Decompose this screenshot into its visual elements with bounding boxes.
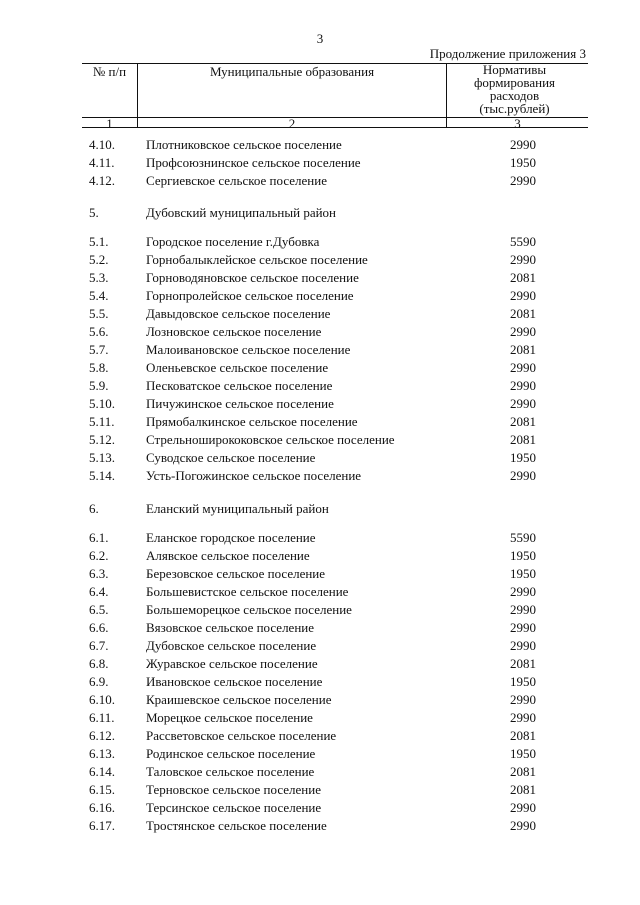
row-number: 6.9.: [89, 674, 109, 689]
table-row: [0, 234, 640, 252]
table-row: [0, 584, 640, 602]
municipality-name: Плотниковское сельское поселение: [146, 137, 342, 152]
column-index-1: 1: [106, 116, 113, 131]
municipality-name: Горноводяновское сельское поселение: [146, 270, 359, 285]
norm-value: 2990: [510, 468, 536, 483]
table-row: [0, 566, 640, 584]
norm-value: 1950: [510, 674, 536, 689]
column-header-norms: Нормативы формирования расходов (тыс.рублей): [473, 62, 556, 116]
row-number: 5.6.: [89, 324, 109, 339]
norm-value: 2990: [510, 602, 536, 617]
table-row: [0, 620, 640, 638]
column-header-municipality: Муниципальные образования: [209, 64, 375, 79]
row-number: 6.: [89, 501, 99, 516]
table-row: [0, 306, 640, 324]
municipality-name: Пичужинское сельское поселение: [146, 396, 334, 411]
table-row: [0, 501, 640, 519]
table-row: [0, 270, 640, 288]
norm-value: 2081: [510, 306, 536, 321]
table-row: [0, 288, 640, 306]
appendix-note: Продолжение приложения 3: [429, 46, 586, 61]
municipality-name: Стрельноширококовское сельское поселение: [146, 432, 395, 447]
norm-value: 1950: [510, 566, 536, 581]
municipality-name: Еланский муниципальный район: [146, 501, 329, 516]
norm-value: 2990: [510, 324, 536, 339]
row-number: 4.12.: [89, 173, 115, 188]
table-row: [0, 782, 640, 800]
row-number: 5.13.: [89, 450, 115, 465]
norm-value: 2990: [510, 584, 536, 599]
norm-value: 2081: [510, 764, 536, 779]
municipality-name: Малоивановское сельское поселение: [146, 342, 351, 357]
table-row: [0, 173, 640, 191]
table-row: [0, 764, 640, 782]
row-number: 4.11.: [89, 155, 115, 170]
table-row: [0, 342, 640, 360]
municipality-name: Городское поселение г.Дубовка: [146, 234, 320, 249]
row-number: 6.17.: [89, 818, 115, 833]
norm-value: 2990: [510, 288, 536, 303]
municipality-name: Оленьевское сельское поселение: [146, 360, 329, 375]
table-row: [0, 674, 640, 692]
municipality-name: Еланское городское поселение: [146, 530, 316, 545]
table-row: [0, 432, 640, 450]
row-number: 6.12.: [89, 728, 115, 743]
row-number: 6.3.: [89, 566, 109, 581]
municipality-name: Алявское сельское поселение: [146, 548, 310, 563]
page-number: 3: [316, 31, 324, 46]
table-row: [0, 746, 640, 764]
municipality-name: Давыдовское сельское поселение: [146, 306, 331, 321]
table-row: [0, 602, 640, 620]
norm-value: 1950: [510, 450, 536, 465]
row-number: 6.15.: [89, 782, 115, 797]
norm-value: 2081: [510, 782, 536, 797]
norm-value: 2990: [510, 800, 536, 815]
municipality-name: Прямобалкинское сельское поселение: [146, 414, 358, 429]
row-number: 5.10.: [89, 396, 115, 411]
municipality-name: Терсинское сельское поселение: [146, 800, 322, 815]
municipality-name: Горнопролейское сельское поселение: [146, 288, 354, 303]
table-row: [0, 360, 640, 378]
row-number: 5.4.: [89, 288, 109, 303]
municipality-name: Ивановское сельское поселение: [146, 674, 323, 689]
norm-value: 1950: [510, 155, 536, 170]
table-row: [0, 800, 640, 818]
municipality-name: Родинское сельское поселение: [146, 746, 316, 761]
column-header-number: № п/п: [92, 64, 127, 79]
table-row: [0, 548, 640, 566]
norm-value: 2990: [510, 692, 536, 707]
table-row: [0, 692, 640, 710]
norm-value: 1950: [510, 548, 536, 563]
row-number: 5.8.: [89, 360, 109, 375]
row-number: 5.: [89, 205, 99, 220]
municipality-name: Усть-Погожинское сельское поселение: [146, 468, 362, 483]
municipality-name: Рассветовское сельское поселение: [146, 728, 337, 743]
municipality-name: Суводское сельское поселение: [146, 450, 316, 465]
table-row: [0, 530, 640, 548]
municipality-name: Журавское сельское поселение: [146, 656, 318, 671]
norm-value: 2990: [510, 378, 536, 393]
row-number: 5.5.: [89, 306, 109, 321]
municipality-name: Морецкое сельское поселение: [146, 710, 313, 725]
municipality-name: Тростянское сельское поселение: [146, 818, 327, 833]
municipality-name: Терновское сельское поселение: [146, 782, 321, 797]
norm-value: 5590: [510, 530, 536, 545]
row-number: 6.8.: [89, 656, 109, 671]
norm-value: 2990: [510, 620, 536, 635]
table-row: [0, 468, 640, 486]
norm-value: 2990: [510, 137, 536, 152]
norm-value: 2990: [510, 818, 536, 833]
row-number: 6.14.: [89, 764, 115, 779]
norm-value: 2990: [510, 173, 536, 188]
table-row: [0, 728, 640, 746]
table-header: [82, 62, 588, 131]
norm-value: 2990: [510, 252, 536, 267]
municipality-name: Профсоюзнинское сельское поселение: [146, 155, 361, 170]
norm-value: 2081: [510, 414, 536, 429]
table-row: [0, 324, 640, 342]
norm-value: 1950: [510, 746, 536, 761]
row-number: 5.14.: [89, 468, 115, 483]
row-number: 5.3.: [89, 270, 109, 285]
norm-value: 2081: [510, 728, 536, 743]
row-number: 6.7.: [89, 638, 109, 653]
row-number: 6.11.: [89, 710, 115, 725]
norm-value: 2990: [510, 360, 536, 375]
row-number: 6.10.: [89, 692, 115, 707]
norm-value: 5590: [510, 234, 536, 249]
norm-value: 2081: [510, 342, 536, 357]
row-number: 5.9.: [89, 378, 109, 393]
row-number: 5.2.: [89, 252, 109, 267]
table-row: [0, 414, 640, 432]
row-number: 6.4.: [89, 584, 109, 599]
row-number: 6.1.: [89, 530, 109, 545]
municipality-name: Сергиевское сельское поселение: [146, 173, 327, 188]
row-number: 4.10.: [89, 137, 115, 152]
municipality-name: Дубовское сельское поселение: [146, 638, 317, 653]
norm-value: 2990: [510, 710, 536, 725]
table-row: [0, 638, 640, 656]
municipality-name: Большевистское сельское поселение: [146, 584, 349, 599]
municipality-name: Горнобалыклейское сельское поселение: [146, 252, 368, 267]
norm-value: 2990: [510, 396, 536, 411]
table-row: [0, 155, 640, 173]
municipality-name: Большеморецкое сельское поселение: [146, 602, 352, 617]
table-row: [0, 450, 640, 468]
table-row: [0, 396, 640, 414]
table-row: [0, 252, 640, 270]
table-row: [0, 137, 640, 155]
table-row: [0, 378, 640, 396]
row-number: 6.6.: [89, 620, 109, 635]
norm-value: 2081: [510, 270, 536, 285]
norm-value: 2990: [510, 638, 536, 653]
municipality-name: Вязовское сельское поселение: [146, 620, 315, 635]
table-row: [0, 818, 640, 836]
column-index-3: 3: [514, 116, 521, 131]
row-number: 5.7.: [89, 342, 109, 357]
row-number: 5.1.: [89, 234, 109, 249]
municipality-name: Песковатское сельское поселение: [146, 378, 333, 393]
table-row: [0, 710, 640, 728]
norm-value: 2081: [510, 432, 536, 447]
row-number: 5.12.: [89, 432, 115, 447]
row-number: 6.2.: [89, 548, 109, 563]
municipality-name: Таловское сельское поселение: [146, 764, 315, 779]
table-row: [0, 205, 640, 223]
row-number: 6.5.: [89, 602, 109, 617]
municipality-name: Краишевское сельское поселение: [146, 692, 332, 707]
norm-value: 2081: [510, 656, 536, 671]
column-index-2: 2: [288, 116, 296, 131]
row-number: 6.13.: [89, 746, 115, 761]
row-number: 5.11.: [89, 414, 115, 429]
table-row: [0, 656, 640, 674]
municipality-name: Березовское сельское поселение: [146, 566, 326, 581]
row-number: 6.16.: [89, 800, 115, 815]
municipality-name: Лозновское сельское поселение: [146, 324, 322, 339]
municipality-name: Дубовский муниципальный район: [146, 205, 337, 220]
